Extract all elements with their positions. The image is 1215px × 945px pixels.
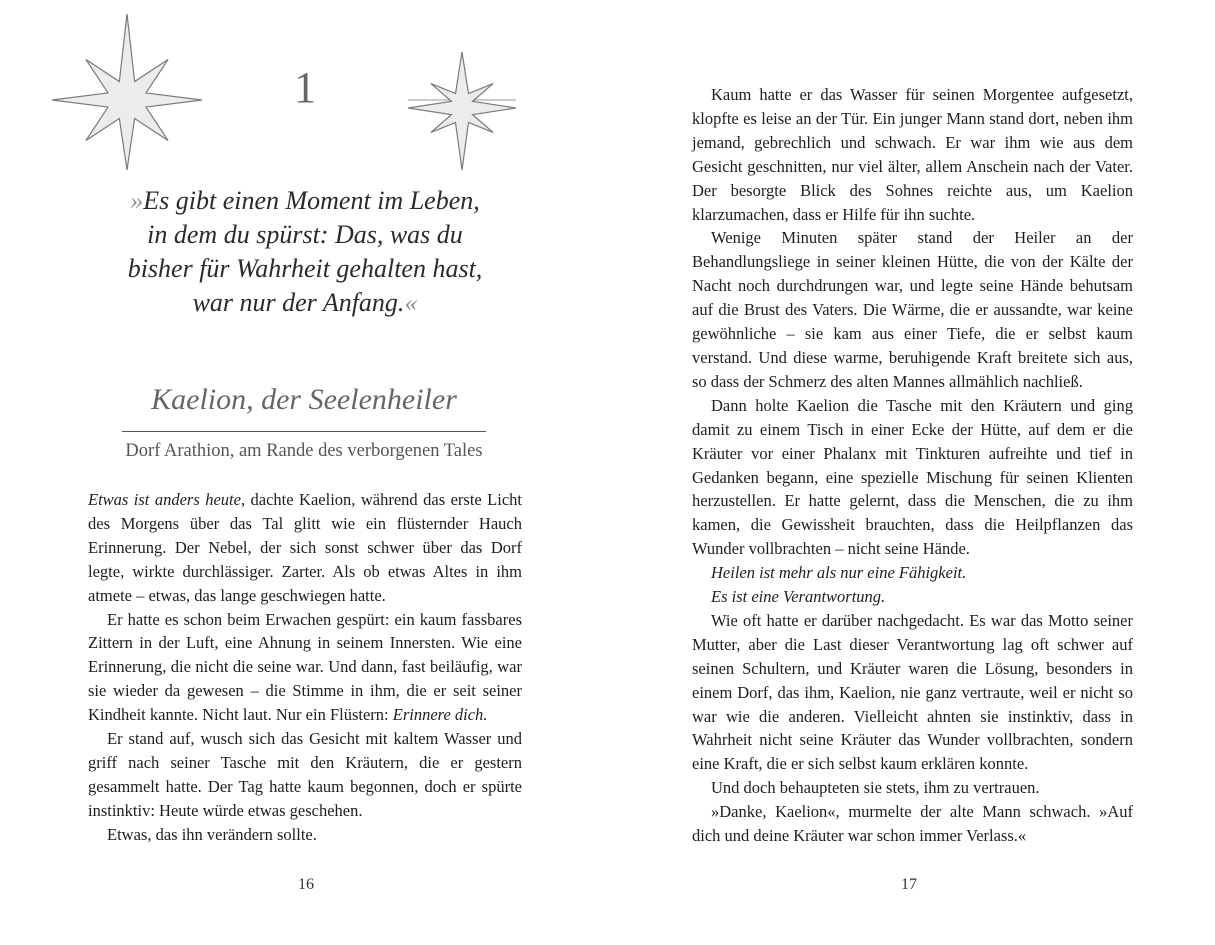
- star-ornament-icon: [408, 52, 516, 170]
- right-page-body: [692, 83, 1133, 848]
- star-ornament-icon: [52, 14, 202, 170]
- epigraph-line: [100, 184, 510, 218]
- chapter-location: Dorf Arathion, am Rande des verborgenen Tales: [125, 441, 483, 461]
- chapter-number: 1: [294, 63, 316, 112]
- chapter-epigraph: [100, 184, 510, 320]
- opening-quote-mark: »: [130, 186, 144, 215]
- left-page: [0, 0, 607, 945]
- paragraph-text: , dachte Kaelion, während das erste Licht des Morgens über das Tal glitt wie ein flüsternder Hauch Erinnerung. Der Nebel, der sich sonst schwer über das Dorf legte, wirkte durchlässiger. Zarter. Als ob etwas Altes in ihm atmete – etwas, das lange geschwiegen hatte.: [88, 490, 522, 605]
- title-divider: [122, 431, 486, 432]
- paragraph: Dann holte Kaelion die Tasche mit den Kräutern und ging damit zu einem Tisch in einer Ecke der Hütte, auf dem er die Kräuter vor einer Phalanx mit Tinkturen aufreihte und tief in Gedanken begann, eine spezielle Mischung für seinen Klienten herzustellen. Er hatte gelernt, dass die Menschen, die zu ihm kamen, die Gewissheit brauchten, dass die Heilpflanzen das Wunder vollbrachten – nicht seine Hände.: [692, 395, 1133, 559]
- italic-line: Es ist eine Verantwortung.: [711, 587, 886, 607]
- epigraph-line-text: war nur der Anfang.: [192, 288, 405, 317]
- italic-thought: Etwas ist anders heute: [88, 490, 241, 509]
- paragraph: Etwas, das ihn verändern sollte.: [107, 824, 317, 844]
- epigraph-line: in dem du spürst: Das, was du: [147, 220, 463, 249]
- paragraph: Wenige Minuten später stand der Heiler an der Behandlungsliege in seiner kleinen Hütte, die von der Kälte der Nacht noch durchdrungen war, und legte seine Hände behutsam auf die Brust des Vaters. Die Wärme, die er aussandte, war keine gewöhnliche – sie kam aus einer Tiefe, die er selbst kaum verstand. Und diese warme, beruhigende Kraft breitete sich aus, so dass der Schmerz des alten Mannes allmählich nachließ.: [692, 228, 1133, 391]
- paragraph: [88, 608, 522, 728]
- paragraph: Kaum hatte er das Wasser für seinen Morgentee aufgesetzt, klopfte es leise an der Tür. Ein junger Mann stand dort, neben ihm jemand, gebrechlich und schwach. Er war ihm wie aus dem Gesicht geschnitten, nur viel älter, allem Anschein nach der Vater. Der besorgte Blick des Sohnes reichte aus, um Kaelion klarzumachen, dass er Hilfe für ihn suchte.: [692, 85, 1133, 224]
- chapter-title: Kaelion, der Seelenheiler: [151, 383, 457, 416]
- page-number: 17: [901, 876, 917, 893]
- paragraph: Wie oft hatte er darüber nachgedacht. Es war das Motto seiner Mutter, aber die Last dieser Verantwortung lag oft schwer auf seinen Schultern, und Kräuter waren die Lösung, besonders in einem Dorf, das ihm, Kaelion, nie ganz vertraute, weil er nicht so war wie die anderen. Vielleicht ahnten sie instinktiv, dass in Wahrheit nicht seine Kräuter das Wunder vollbrachten, sondern eine Kraft, die er sich selbst kaum erklären konnte.: [692, 610, 1133, 774]
- closing-quote-mark: «: [404, 288, 418, 317]
- epigraph-line: bisher für Wahrheit gehalten hast,: [127, 254, 483, 283]
- paragraph: Und doch behaupteten sie stets, ihm zu vertrauen.: [711, 778, 1040, 798]
- italic-line: Heilen ist mehr als nur eine Fähigkeit.: [711, 563, 967, 583]
- page-number: 16: [298, 876, 314, 893]
- epigraph-line-text: Es gibt einen Moment im Leben,: [143, 186, 480, 215]
- paragraph: »Danke, Kaelion«, murmelte der alte Mann schwach. »Auf dich und deine Kräuter war schon immer Verlass.«: [692, 802, 1133, 846]
- paragraph: [88, 488, 522, 608]
- right-page: [607, 0, 1215, 945]
- paragraph-text: Er hatte es schon beim Erwachen gespürt: ein kaum fassbares Zittern in der Luft, eine Ahnung in seinem Innersten. Wie eine Erinnerung, die nicht die seine war. Und dann, fast beiläufig, war sie wieder da gewesen – die Stimme in ihm, die er seit seiner Kindheit kannte. Nicht laut. Nur ein Flüstern:: [88, 609, 522, 725]
- epigraph-line: [100, 286, 510, 320]
- italic-whisper: Erinnere dich.: [392, 705, 488, 725]
- paragraph: Er stand auf, wusch sich das Gesicht mit kaltem Wasser und griff nach seiner Tasche mit den Kräutern, die er gestern gesammelt hatte. Der Tag hatte kaum begonnen, doch er spürte instinktiv: Heute würde etwas geschehen.: [88, 729, 522, 820]
- left-page-body: [88, 488, 522, 847]
